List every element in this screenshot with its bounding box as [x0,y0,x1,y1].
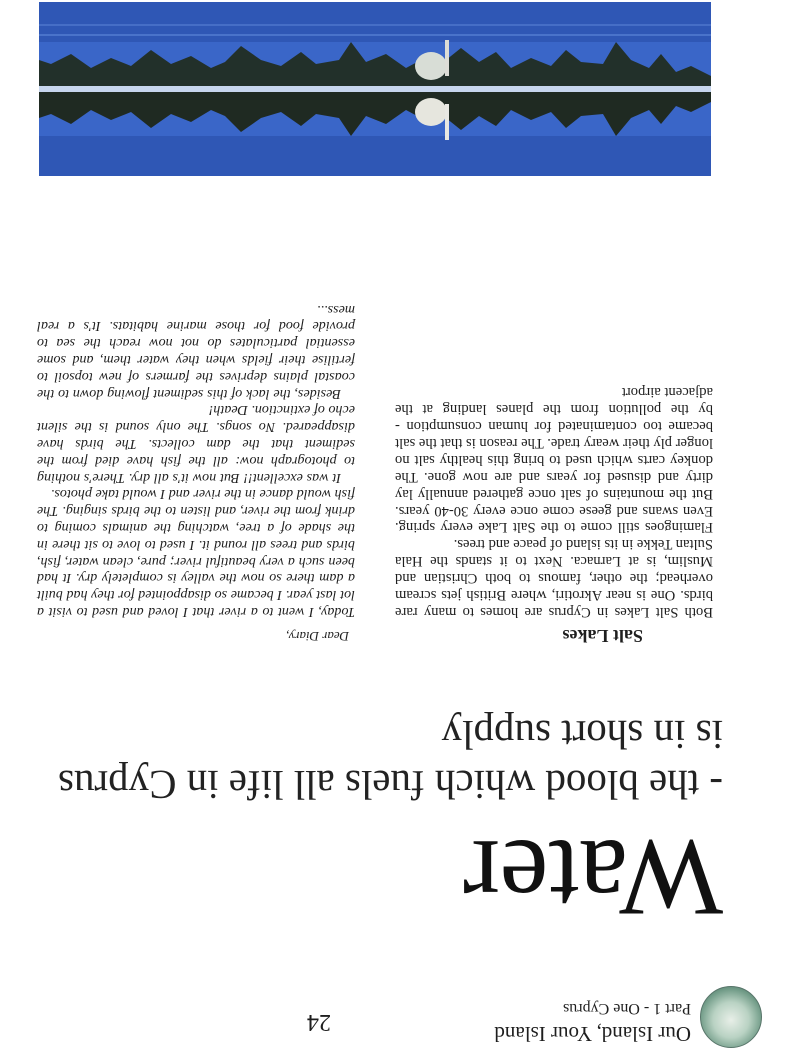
salt-lake-photo [39,2,711,176]
page-title: Water [463,817,723,939]
page-number: 24 [307,1009,331,1035]
salt-paragraph-2: Flamingoes still come to the Salt Lake every spring. Even swans and geese come once every 30-40 years. But the mountains of salt once gathered annually lay dirty and disused for years and are now gone. The donkey carts which used to bring this healthy salt no longer ply their weary trade. The reason is that the salt became too contaminated for human consumption - by the pollution from the planes landing at the adjacent airport [395,384,713,536]
subtitle-line-1: - the blood which fuels all life in Cyprus [58,762,723,808]
series-title: Our Island, Your Island [494,1022,691,1046]
diary-salutation: Dear Diary, [286,629,349,644]
salt-lakes-article [395,383,713,620]
island-logo-icon [700,986,762,1048]
diary-paragraph-2: It was excellent!! But now it's all dry. There's nothing to photograph now: all the fish have died from the sediment that the dam collects. The birds have disappeared. No songs. The only sound is the silent echo of extinction. Death! [37,402,355,486]
diary-paragraph-1: Today, I went to a river that I loved and used to visit a lot last year. I became so disappointed for they had built a dam there so now the valley is completely dry. It had been such a very beautiful river; pure, clean water, fish, birds and trees all round it. I used to love to sit there in the shade of a tree, watching the animals coming to drink from the river, and listen to the birds singing. The fish would dance in the river and I would take photos. [37,486,355,620]
subtitle-line-2: is in short supply [441,712,723,758]
diary-entry [37,301,355,620]
part-title: Part 1 - One Cyprus [563,1000,691,1017]
salt-paragraph-1: Both Salt Lakes in Cyprus are homes to many rare birds. One is near Akrotiri, where British jets scream overhead; the other, famous to both Christian and Muslim, is at Larnaca. Next to it stands the Hala Sultan Tekke in its island of peace and trees. [395,536,713,620]
diary-paragraph-3: Besides, the lack of this sediment flowing down to the coastal plains deprives the farmers of new topsoil to fertilise their fields when they water them, and some essential particulates do not now reach the sea to provide food for those marine habitats. It's a real mess... [37,301,355,402]
salt-lakes-heading: Salt Lakes [562,626,643,646]
